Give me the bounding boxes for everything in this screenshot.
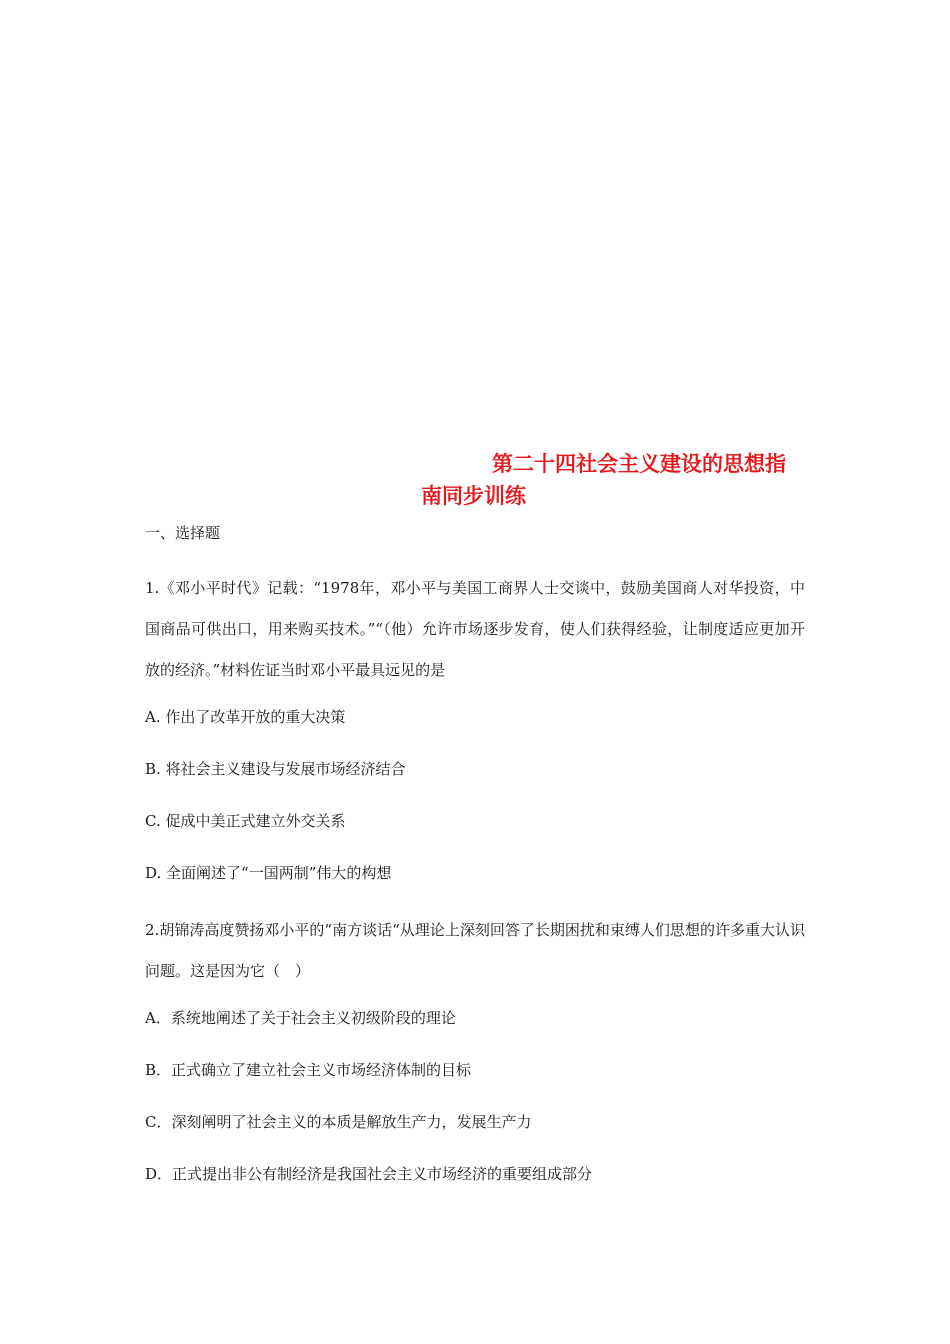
- question-2-stem: 2.胡锦涛高度赞扬邓小平的“南方谈话“从理论上深刻回答了长期困扰和束缚人们思想的许多重大认识问题。这是因为它（ ）: [145, 921, 805, 980]
- question-1-option-a: A. 作出了改革开放的重大决策: [145, 708, 346, 726]
- question-2-option-b: B．正式确立了建立社会主义市场经济体制的目标: [145, 1061, 472, 1079]
- title-line-2: 南同步训练: [421, 484, 526, 508]
- question-2-option-a: A．系统地阐述了关于社会主义初级阶段的理论: [145, 1009, 456, 1027]
- question-1-option-b: B. 将社会主义建设与发展市场经济结合: [145, 760, 406, 778]
- question-2-option-c: C．深刻阐明了社会主义的本质是解放生产力，发展生产力: [145, 1113, 532, 1131]
- section-heading: 一、选择题: [145, 524, 221, 542]
- question-2-option-d: D．正式提出非公有制经济是我国社会主义市场经济的重要组成部分: [145, 1165, 593, 1183]
- title-line-1: 第二十四社会主义建设的思想指: [492, 452, 786, 476]
- question-1-stem: 1.《邓小平时代》记载：“1978年，邓小平与美国工商界人士交谈中，鼓励美国商人对华投资，中国商品可供出口，用来购买技术。”“（他）允许市场逐步发育，使人们获得经验，让制度适应更加开放的经济。”材料佐证当时邓小平最具远见的是: [145, 579, 805, 679]
- document-body: [145, 518, 805, 1211]
- question-1-option-d: D. 全面阐述了“一国两制”伟大的构想: [145, 864, 392, 882]
- question-1-option-c: C. 促成中美正式建立外交关系: [145, 812, 346, 830]
